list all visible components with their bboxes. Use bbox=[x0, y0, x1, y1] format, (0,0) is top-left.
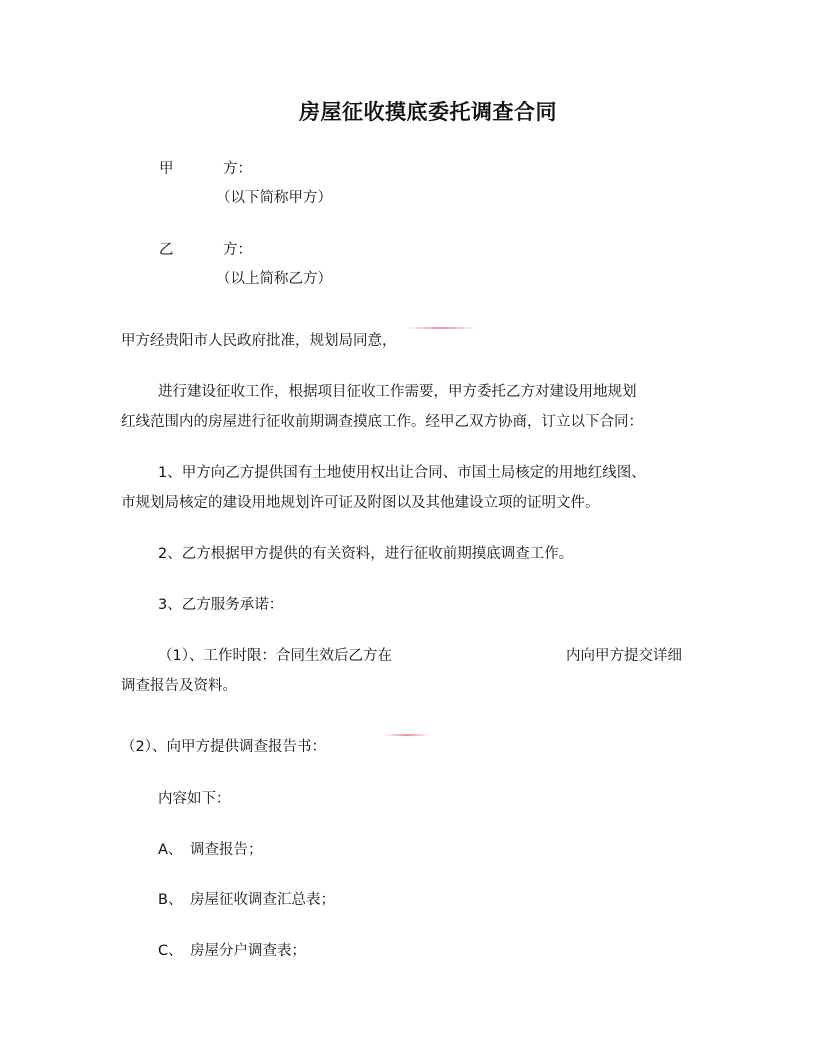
subclause-2: （2）、向甲方提供调查报告书： bbox=[121, 739, 326, 755]
paragraph-purpose-line2: 红线范围内的房屋进行征收前期调查摸底工作。经甲乙双方协商，订立以下合同： bbox=[121, 414, 643, 430]
content-intro: 内容如下： bbox=[158, 791, 231, 807]
clause-2: 2、乙方根据甲方提供的有关资料，进行征收前期摸底调查工作。 bbox=[158, 546, 574, 562]
clause-1-line1: 1、甲方向乙方提供国有土地使用权出让合同、市国土局核定的用地红线图、 bbox=[158, 465, 646, 481]
party-b-label-char: 乙 bbox=[159, 242, 174, 258]
clause-1-line2: 市规划局核定的建设用地规划许可证及附图以及其他建设立项的证明文件。 bbox=[121, 495, 600, 511]
party-b-note: （以上简称乙方） bbox=[216, 271, 332, 287]
redaction-mark bbox=[384, 734, 430, 736]
list-item: 房屋征收调查汇总表； bbox=[190, 892, 335, 908]
party-a-label-char: 甲 bbox=[159, 161, 174, 177]
list-item: 房屋分户调查表； bbox=[190, 943, 306, 959]
list-item-marker: C、 bbox=[158, 943, 183, 959]
party-a-note: （以下简称甲方） bbox=[216, 190, 332, 206]
subclause-1-line2: 调查报告及资料。 bbox=[121, 678, 237, 694]
paragraph-approval: 甲方经贵阳市人民政府批准，规划局同意， bbox=[121, 333, 397, 349]
subclause-1-part1: （1）、工作时限：合同生效后乙方在 bbox=[158, 648, 392, 664]
paragraph-purpose-line1: 进行建设征收工作，根据项目征收工作需要，甲方委托乙方对建设用地规划 bbox=[158, 384, 637, 400]
document-title: 房屋征收摸底委托调查合同 bbox=[299, 99, 557, 124]
subclause-1-part2: 内向甲方提交详细 bbox=[566, 648, 682, 664]
redaction-mark bbox=[405, 327, 477, 329]
party-a-label-suffix: 方： bbox=[223, 161, 252, 177]
list-item-marker: B、 bbox=[158, 892, 183, 908]
party-b-label-suffix: 方： bbox=[223, 242, 252, 258]
list-item-marker: A、 bbox=[158, 842, 183, 858]
clause-3: 3、乙方服务承诺： bbox=[158, 597, 284, 613]
list-item: 调查报告； bbox=[190, 842, 263, 858]
